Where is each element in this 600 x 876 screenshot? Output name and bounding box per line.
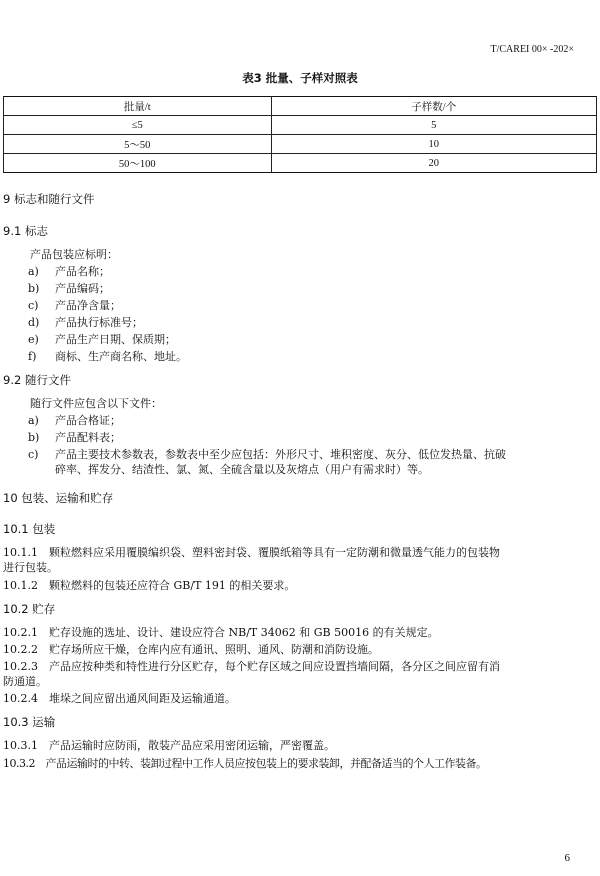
section-9-1-heading: 9.1 标志 bbox=[3, 224, 48, 238]
page-number: 6 bbox=[564, 852, 570, 864]
list-item-text: 产品生产日期、保质期； bbox=[55, 333, 176, 346]
clause-10-3-1 bbox=[3, 738, 335, 753]
section-10-1-heading: 10.1 包装 bbox=[3, 522, 56, 536]
table-cell: ≤5 bbox=[4, 116, 272, 135]
section-9-1-lead: 产品包装应标明： bbox=[30, 248, 118, 261]
column-header-batch: 批量/t bbox=[4, 97, 272, 116]
clause-10-1-1 bbox=[3, 545, 500, 560]
list-item-label: b) bbox=[28, 431, 40, 444]
section-9-2-lead: 随行文件应包含以下文件： bbox=[30, 397, 162, 410]
table-cell: 20 bbox=[271, 154, 596, 173]
clause-10-2-3 bbox=[3, 659, 500, 674]
list-item-text: 产品编码； bbox=[55, 282, 110, 295]
list-item-text: 产品主要技术参数表，参数表中至少应包括：外形尺寸、堆积密度、灰分、低位发热量、抗破 bbox=[55, 448, 506, 461]
clause-text: 贮存设施的选址、设计、建设应符合 NB/T 34062 和 GB 50016 的有关规定。 bbox=[49, 626, 439, 639]
table-cell: 5～50 bbox=[4, 135, 272, 154]
list-item-label: a) bbox=[28, 414, 39, 427]
clause-continued: 进行包装。 bbox=[3, 561, 58, 574]
clause-text: 产品运输时的中转、装卸过程中工作人员应按包装上的要求装卸，并配备适当的个人工作装备。 bbox=[45, 757, 487, 770]
table-row bbox=[4, 116, 597, 135]
table-cell: 10 bbox=[271, 135, 596, 154]
clause-10-2-2 bbox=[3, 642, 379, 657]
clause-text: 颗粒燃料应采用覆膜编织袋、塑料密封袋、覆膜纸箱等具有一定防潮和微量透气能力的包装物 bbox=[49, 546, 500, 559]
clause-text: 堆垛之间应留出通风间距及运输通道。 bbox=[49, 692, 236, 705]
clause-number: 10.2.1 bbox=[3, 626, 38, 639]
clause-number: 10.1.2 bbox=[3, 579, 38, 592]
list-item-label: a) bbox=[28, 265, 39, 278]
clause-text: 贮存场所应干燥，仓库内应有通讯、照明、通风、防潮和消防设施。 bbox=[49, 643, 379, 656]
clause-text: 颗粒燃料的包装还应符合 GB/T 191 的相关要求。 bbox=[49, 579, 296, 592]
clause-number: 10.3.2 bbox=[3, 757, 35, 770]
clause-10-2-4 bbox=[3, 691, 236, 706]
list-item-label: b) bbox=[28, 282, 40, 295]
clause-number: 10.2.3 bbox=[3, 660, 38, 673]
list-item-label: e) bbox=[28, 333, 39, 346]
clause-continued: 防通道。 bbox=[3, 675, 47, 688]
table-header-row bbox=[4, 97, 597, 116]
list-item-text-continued: 碎率、挥发分、结渣性、氯、氮、全硫含量以及灰熔点（用户有需求时）等。 bbox=[55, 463, 429, 476]
clause-number: 10.3.1 bbox=[3, 739, 38, 752]
list-item-text: 产品合格证； bbox=[55, 414, 121, 427]
section-9-2-heading: 9.2 随行文件 bbox=[3, 373, 71, 387]
list-item-text: 产品执行标准号； bbox=[55, 316, 143, 329]
list-item-label: c) bbox=[28, 448, 39, 461]
table-row bbox=[4, 135, 597, 154]
document-code: T/CAREI 00× -202× bbox=[490, 44, 574, 55]
clause-10-1-2 bbox=[3, 578, 295, 593]
section-10-2-heading: 10.2 贮存 bbox=[3, 602, 56, 616]
clause-number: 10.1.1 bbox=[3, 546, 38, 559]
list-item-text: 产品名称； bbox=[55, 265, 110, 278]
list-item-text: 商标、生产商名称、地址。 bbox=[55, 350, 187, 363]
list-item-label: d) bbox=[28, 316, 40, 329]
list-item-label: f) bbox=[28, 350, 37, 363]
sample-table bbox=[3, 96, 597, 173]
clause-number: 10.2.2 bbox=[3, 643, 38, 656]
section-10-heading: 10 包装、运输和贮存 bbox=[3, 491, 114, 505]
clause-10-2-1 bbox=[3, 625, 439, 640]
section-9-heading: 9 标志和随行文件 bbox=[3, 192, 95, 206]
column-header-samples: 子样数/个 bbox=[271, 97, 596, 116]
clause-text: 产品运输时应防雨，散装产品应采用密闭运输，严密覆盖。 bbox=[49, 739, 335, 752]
table-row bbox=[4, 154, 597, 173]
list-item-label: c) bbox=[28, 299, 39, 312]
clause-text: 产品应按种类和特性进行分区贮存，每个贮存区域之间应设置挡墙间隔，各分区之间应留有消 bbox=[49, 660, 500, 673]
list-item-text: 产品配料表； bbox=[55, 431, 121, 444]
clause-number: 10.2.4 bbox=[3, 692, 38, 705]
table-cell: 50～100 bbox=[4, 154, 272, 173]
section-10-3-heading: 10.3 运输 bbox=[3, 715, 56, 729]
list-item-text: 产品净含量； bbox=[55, 299, 121, 312]
clause-10-3-2 bbox=[3, 756, 487, 771]
table-title: 表3 批量、子样对照表 bbox=[242, 71, 358, 85]
table-cell: 5 bbox=[271, 116, 596, 135]
